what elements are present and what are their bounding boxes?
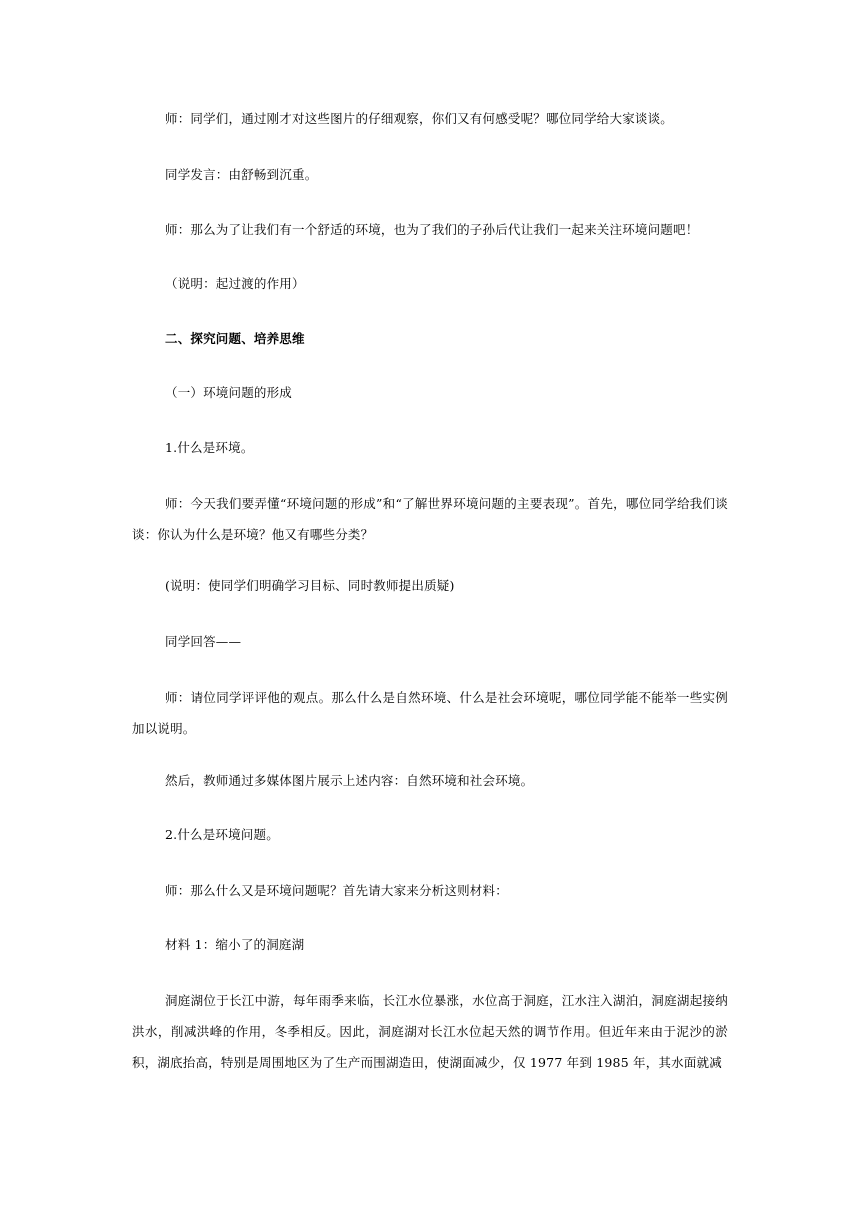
paragraph-teacher-evaluate [132,682,728,744]
paragraph-dongting-lake [132,985,728,1078]
paragraph-dongting-lake-text: 洞庭湖位于长江中游，每年雨季来临，长江水位暴涨，水位高于洞庭，江水注入湖泊，洞庭湖起接纳洪水，削减洪峰的作用，冬季相反。因此，洞庭湖对长江水位起天然的调节作用。但近年来由于泥沙的淤积，湖底抬高，特别是周围地区为了生产而围湖造田，使湖面减少，仅 1977 年到 1985 年，其水面就减 [132,993,728,1070]
section-heading-2: 二、探究问题、培养思维 [165,331,305,346]
material-title: 材料 1：缩小了的洞庭湖 [165,937,305,952]
paragraph-teacher-question: 师：同学们，通过刚才对这些图片的仔细观察，你们又有何感受呢？哪位同学给大家谈谈。 [165,111,674,126]
subsection-heading-1: （一）环境问题的形成 [165,385,293,400]
paragraph-teacher-material: 师：那么什么又是环境问题呢？首先请大家来分析这则材料： [165,883,508,898]
paragraph-teacher-environment [132,488,728,550]
paragraph-teacher-environment-text: 师：今天我们要弄懂“环境问题的形成”和“了解世界环境问题的主要表现”。首先，哪位同学给我们谈谈：你认为什么是环境？他又有哪些分类？ [132,496,728,542]
item-heading-2: 2.什么是环境问题。 [165,827,279,842]
paragraph-note-transition: （说明：起过渡的作用） [165,276,305,291]
paragraph-note-goals: (说明：使同学们明确学习目标、同时教师提出质疑) [165,578,455,593]
paragraph-teacher-evaluate-text: 师：请位同学评评他的观点。那么什么是自然环境、什么是社会环境呢，哪位同学能不能举一些实例加以说明。 [132,690,728,736]
paragraph-student-speech: 同学发言：由舒畅到沉重。 [165,167,318,182]
item-heading-1: 1.什么是环境。 [165,440,254,455]
paragraph-teacher-transition: 师：那么为了让我们有一个舒适的环境，也为了我们的子孙后代让我们一起来关注环境问题吧！ [165,222,699,237]
paragraph-multimedia: 然后，教师通过多媒体图片展示上述内容：自然环境和社会环境。 [165,773,534,788]
paragraph-student-answer: 同学回答—— [165,634,242,649]
